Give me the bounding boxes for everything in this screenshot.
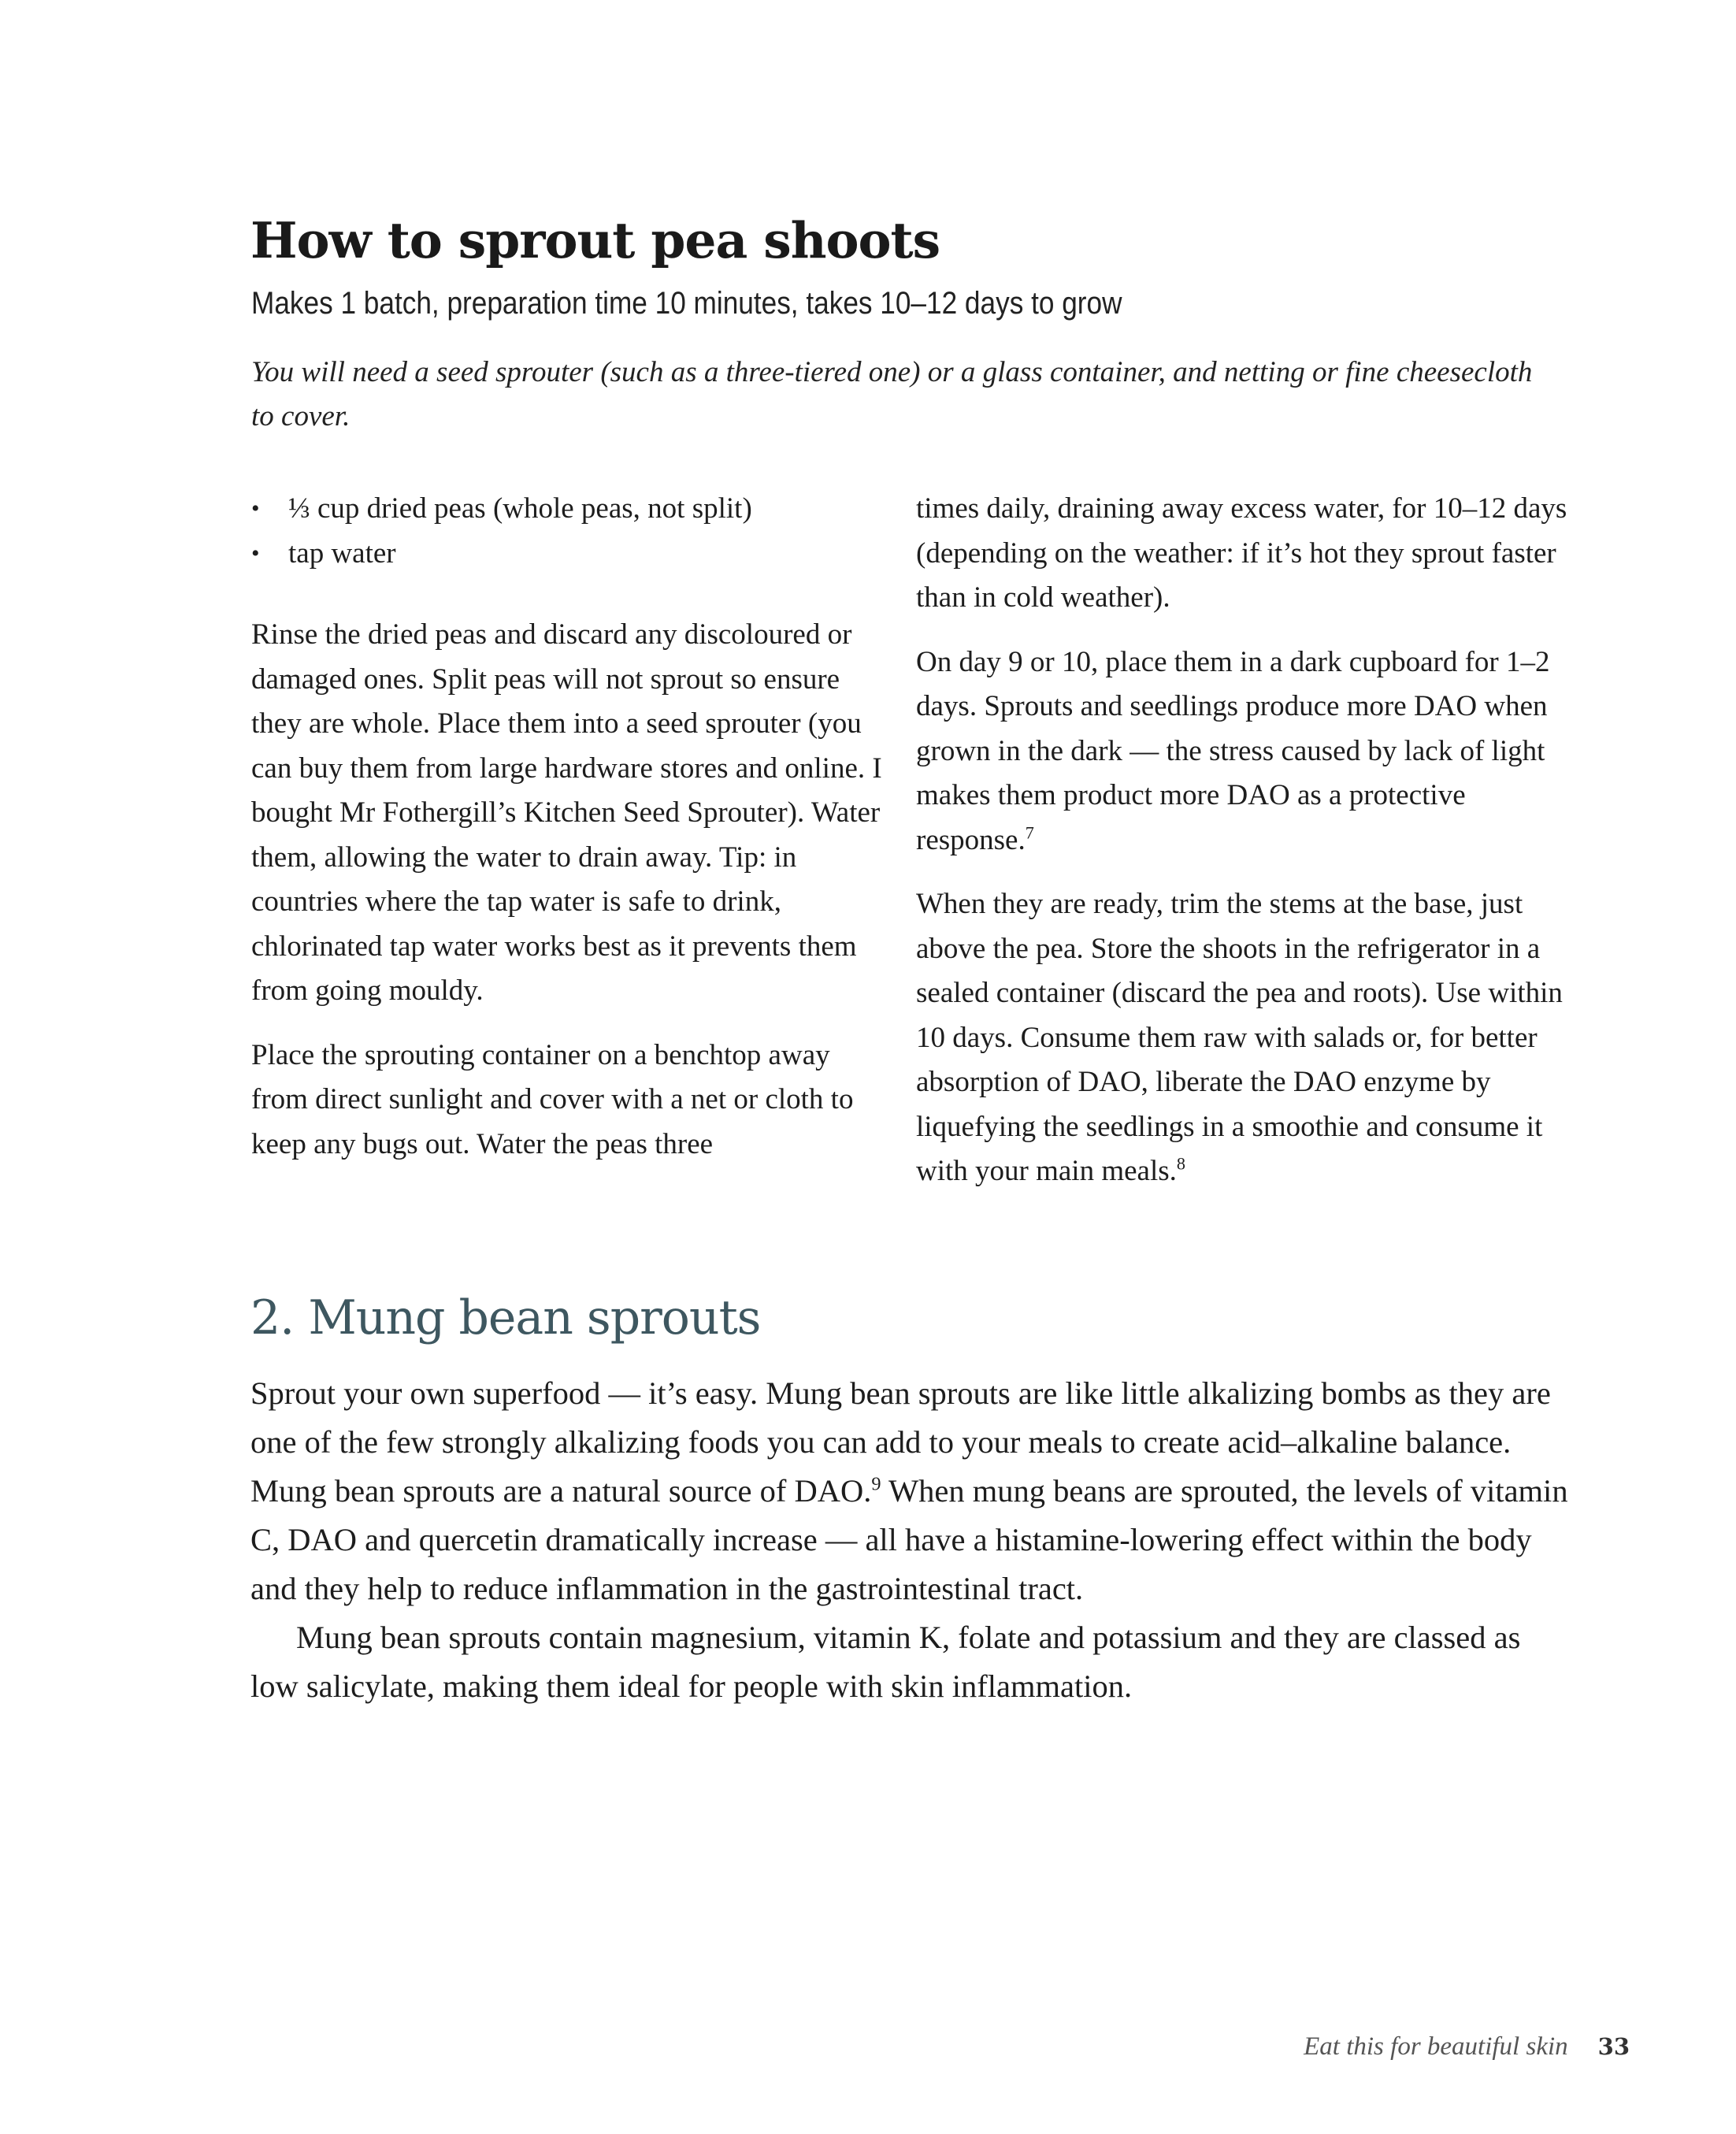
left-column <box>251 487 889 1167</box>
section-text: When mung beans are sprouted, the levels of vitamin C, DAO and quercetin dramatically increase — all have a histamine-lowering effect within the body and they help to reduce inflammation in the gastrointestinal tract. <box>250 1473 1568 1606</box>
ingredient-item <box>251 532 889 577</box>
footnote-ref: 9 <box>871 1473 881 1495</box>
method-paragraph <box>916 640 1570 863</box>
ingredient-item <box>251 487 889 532</box>
page-footer <box>1304 2032 1630 2062</box>
method-paragraph <box>916 882 1570 1194</box>
method-paragraph: Place the sprouting container on a benchtop away from direct sunlight and cover with a net or cloth to keep any bugs out. Water the peas three <box>251 1038 854 1160</box>
bullet-icon: • <box>251 495 260 521</box>
method-text: On day 9 or 10, place them in a dark cupboard for 1–2 days. Sprouts and seedlings produce more DAO when grown in the dark — the stress caused by lack of light makes them product more DAO as a protective response. <box>916 645 1550 856</box>
section-body <box>250 1369 1574 1711</box>
footnote-ref: 7 <box>1025 822 1034 843</box>
method-text: When they are ready, trim the stems at the base, just above the pea. Store the shoots in the refrigerator in a sealed container (discard the pea and roots). Use within 10 days. Consume them raw with salads or, for better absorption of DAO, liberate the DAO enzyme by liquefying the seedlings in a smoothie and consume it with your main meals. <box>916 888 1563 1187</box>
section-paragraph: Mung bean sprouts contain magnesium, vitamin K, folate and potassium and they are classed as low salicylate, making them ideal for people with skin inflammation. <box>250 1620 1521 1704</box>
bullet-icon: • <box>251 540 260 566</box>
recipe-title: How to sprout pea shoots <box>250 211 940 269</box>
page-number: 33 <box>1597 2033 1630 2060</box>
section-heading: 2. Mung bean sprouts <box>250 1290 761 1345</box>
method-paragraph-continued: times daily, draining away excess water, for 10–12 days (depending on the weather: if it’s hot they sprout faster than in cold weather). <box>916 492 1567 614</box>
footnote-ref: 8 <box>1176 1153 1185 1174</box>
recipe-subtitle: Makes 1 batch, preparation time 10 minutes, takes 10–12 days to grow <box>251 286 1122 321</box>
running-title: Eat this for beautiful skin <box>1304 2032 1568 2061</box>
recipe-intro: You will need a seed sprouter (such as a three-tiered one) or a glass container, and netting or fine cheesecloth to cover. <box>251 356 1533 432</box>
ingredient-list <box>251 487 889 576</box>
method-paragraph: Rinse the dried peas and discard any discoloured or damaged ones. Split peas will not sprout so ensure they are whole. Place them into a seed sprouter (you can buy them from large hardware stores and online. I bought Mr Fothergill’s Kitchen Seed Sprouter). Water them, allowing the water to drain away. Tip: in countries where the tap water is safe to drink, chlorinated tap water works best as it prevents them from going mouldy. <box>251 618 882 1007</box>
ingredient-text: tap water <box>288 536 396 570</box>
section-text: Sprout your own superfood — it’s easy. Mung bean sprouts are like little alkalizing bombs as they are one of the few strongly alkalizing foods you can add to your meals to create acid–alkaline balance. Mung bean sprouts are a natural source of DAO. <box>250 1375 1551 1509</box>
right-column <box>916 487 1570 1194</box>
section-paragraph <box>250 1369 1574 1613</box>
ingredient-text: ⅓ cup dried peas (whole peas, not split) <box>288 492 752 525</box>
